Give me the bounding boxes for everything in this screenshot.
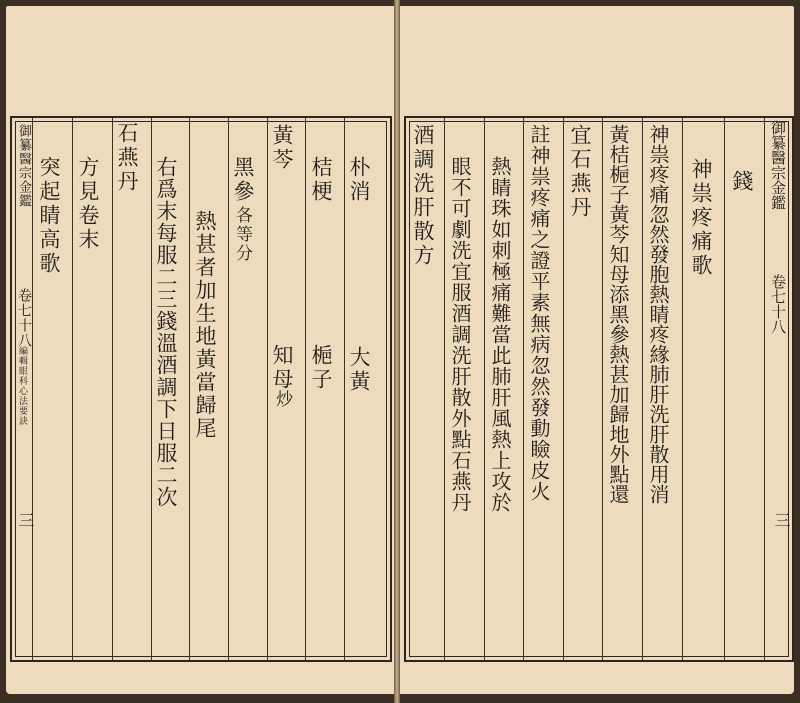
instruction-line: 熱甚者加生地黃當歸尾: [193, 210, 217, 440]
column-divider: [189, 118, 190, 660]
herb-zhi-mu: 知母: [270, 344, 294, 392]
herb-pu-xiao: 朴消: [347, 156, 371, 204]
book-gutter: [394, 0, 400, 703]
left-margin-page-number: 三: [16, 512, 35, 528]
column-divider: [228, 118, 229, 660]
text-column-qian: 錢: [730, 170, 754, 194]
song-title: 突起睛高歌: [37, 156, 61, 276]
commentary-line: 熱睛珠如刺極痛難當此肺肝風熱上攻於: [488, 156, 512, 513]
formula-title: 石燕丹: [115, 122, 139, 194]
herb-huang-qin: 黃芩: [270, 124, 294, 172]
column-divider: [72, 118, 73, 660]
column-divider: [151, 118, 152, 660]
column-divider: [523, 118, 524, 660]
commentary-line: 註神祟疼痛之證平素無病忽然發動瞼皮火: [527, 124, 551, 502]
column-divider: [484, 118, 485, 660]
commentary-line: 眼不可劇洗宜服酒調洗肝散外點石燕丹: [448, 156, 472, 513]
left-margin-volume: 卷七十八: [16, 288, 32, 348]
column-divider: [112, 118, 113, 660]
column-divider: [563, 118, 564, 660]
column-divider: [344, 118, 345, 660]
left-margin-subtitle: 編輯眼科心法要訣: [17, 346, 27, 426]
right-margin-page-number: 三: [772, 512, 791, 528]
right-page-frame: [404, 116, 794, 662]
right-margin-volume: 卷七十八: [769, 274, 787, 334]
verse-line: 神祟疼痛忽然發胞熱睛疼緣肺肝洗肝散用消: [646, 124, 670, 504]
column-divider: [602, 118, 603, 660]
herb-zhi-zi: 梔子: [309, 344, 333, 392]
song-title: 神祟疼痛歌: [689, 158, 713, 278]
column-divider: [724, 118, 725, 660]
column-divider: [444, 118, 445, 660]
right-margin-book-title: 御纂醫宗金鑑: [769, 120, 787, 210]
verse-line: 黃桔梔子黃芩知母添黑參熱甚加歸地外點還: [606, 124, 630, 504]
column-divider: [267, 118, 268, 660]
reference-note: 方見卷末: [76, 156, 100, 252]
column-divider: [642, 118, 643, 660]
formula-title: 酒調洗肝散方: [411, 124, 435, 268]
right-margin-divider: [764, 118, 765, 660]
instruction-line: 右爲末每服二三錢溫酒調下日服二次: [154, 156, 178, 508]
herb-jie-geng: 桔梗: [309, 156, 333, 204]
herb-hei-shen: 黑參: [231, 156, 255, 204]
herb-da-huang: 大黃: [347, 346, 371, 394]
herb-dosage-note: 各等分: [232, 206, 252, 263]
herb-zhi-mu-note: 炒: [272, 390, 292, 409]
left-margin-book-title: 御纂醫宗金鑑: [16, 124, 31, 208]
verse-line: 宜石燕丹: [568, 124, 592, 220]
column-divider: [682, 118, 683, 660]
left-page-frame: [10, 116, 392, 662]
column-divider: [305, 118, 306, 660]
